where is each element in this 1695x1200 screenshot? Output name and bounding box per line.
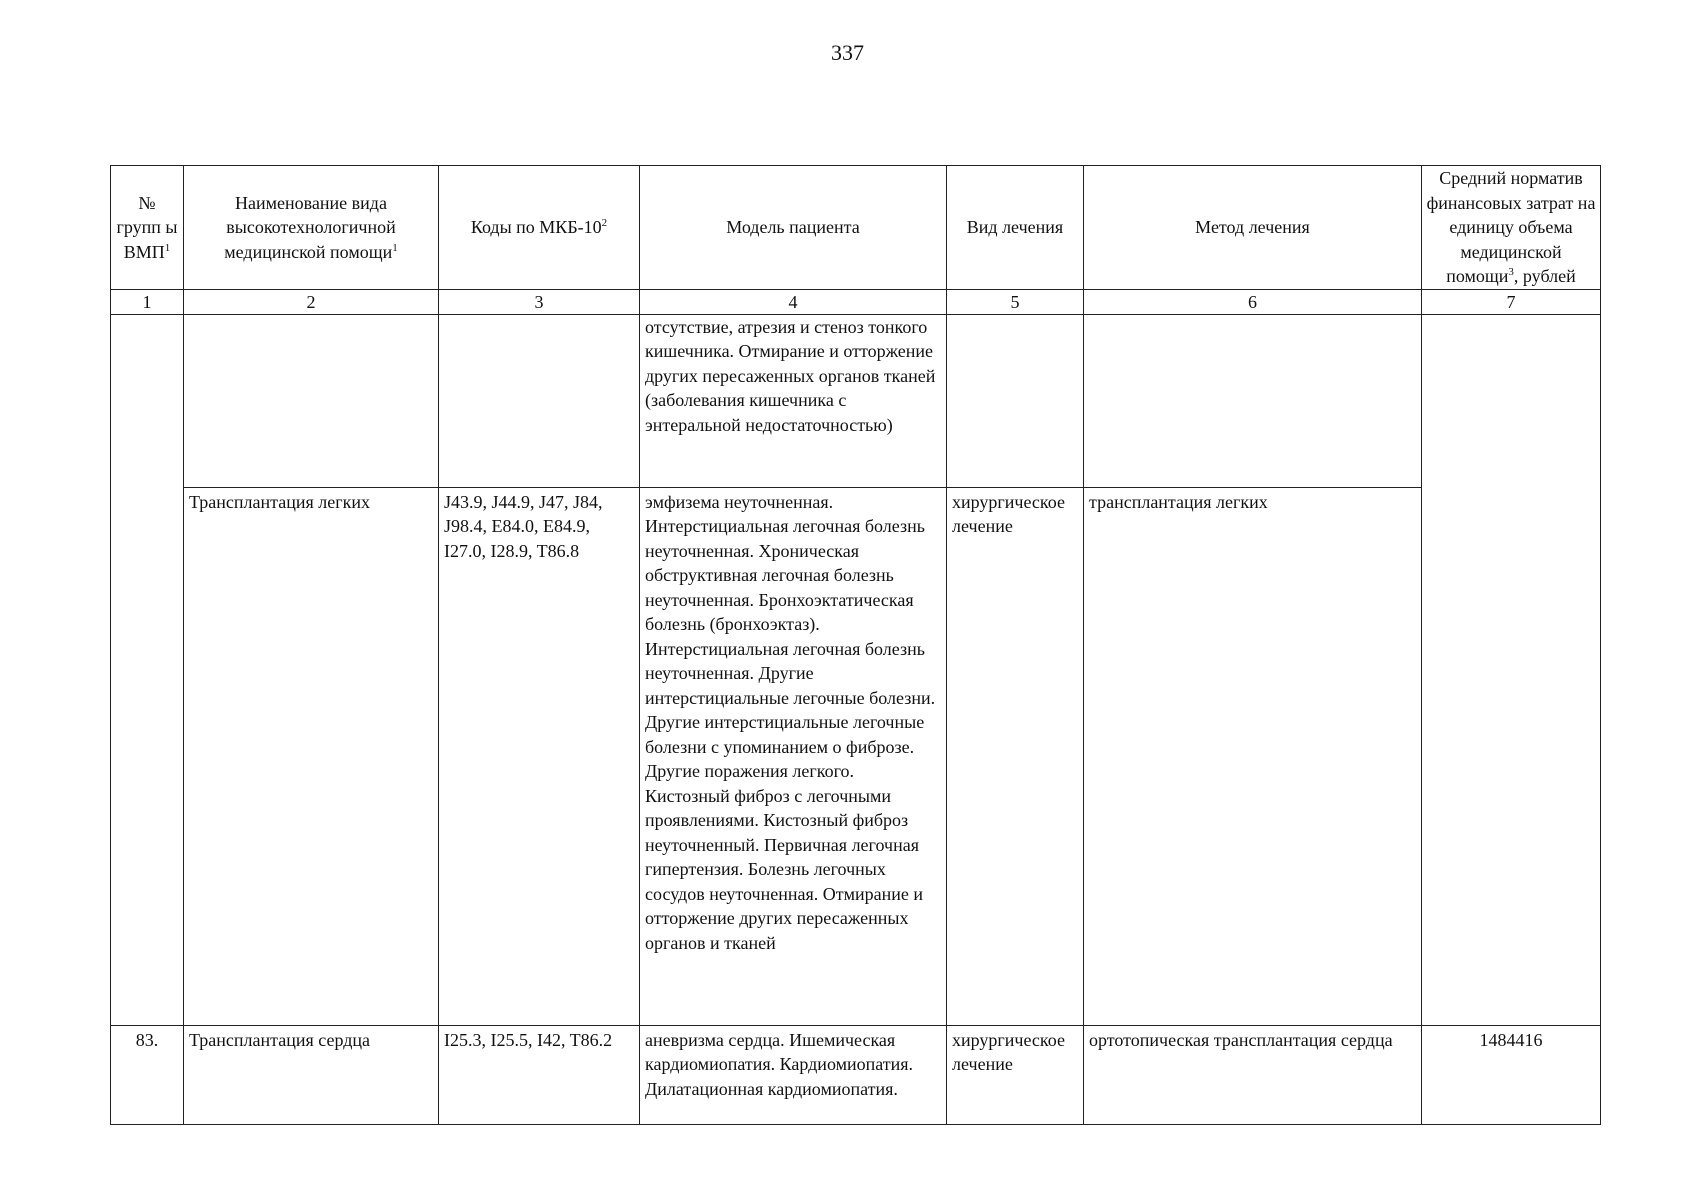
header-icd10-codes: Коды по МКБ-$10^2$ <box>439 166 640 290</box>
header-patient-model: Модель пациента <box>640 166 947 290</box>
column-number: 7 <box>1422 289 1601 314</box>
header-care-type-name: Наименование вида высокотехнологичной медицинской помощи$^1$ <box>184 166 439 290</box>
table-row <box>111 1025 1601 1124</box>
medical-care-table <box>110 165 1601 1125</box>
column-number: 4 <box>640 289 947 314</box>
page-number: 337 <box>831 40 864 65</box>
column-number: 5 <box>947 289 1084 314</box>
icd-codes-cell: J43.9, J44.9, J47, J84, J98.4, E84.0, E84.9, I27.0, I28.9, T86.8 <box>439 487 640 1025</box>
icd-codes-cell <box>439 314 640 487</box>
treatment-method-cell: трансплантация легких <box>1084 487 1422 1025</box>
group-number-cell <box>111 314 184 487</box>
treatment-method-cell <box>1084 314 1422 487</box>
treatment-method-cell: ортотопическая трансплантация сердца <box>1084 1025 1422 1124</box>
group-number-cell: 83. <box>111 1025 184 1124</box>
column-number: 3 <box>439 289 640 314</box>
header-group-number: № групп ы ВМП$^1$ <box>111 166 184 290</box>
group-number-cell <box>111 487 184 1025</box>
treatment-type-cell: хирургическое лечение <box>947 487 1084 1025</box>
patient-model-cell: аневризма сердца. Ишемическая кардиомиопатия. Кардиомиопатия. Дилатационная кардиомиопатия. <box>640 1025 947 1124</box>
header-treatment-type: Вид лечения <box>947 166 1084 290</box>
patient-model-cell: отсутствие, атрезия и стеноз тонкого кишечника. Отмирание и отторжение других пересаженных органов тканей (заболевания кишечника с энтеральной недостаточностью) <box>640 314 947 487</box>
treatment-type-cell <box>947 314 1084 487</box>
column-number-row <box>111 289 1601 314</box>
column-number: 6 <box>1084 289 1422 314</box>
table-row <box>111 314 1601 487</box>
column-number: 2 <box>184 289 439 314</box>
header-treatment-method: Метод лечения <box>1084 166 1422 290</box>
cost-cell <box>1422 487 1601 1025</box>
header-average-cost: Средний норматив финансовых затрат на единицу объема медицинской помощи$^3$, рублей <box>1422 166 1601 290</box>
cost-cell <box>1422 314 1601 487</box>
treatment-type-cell: хирургическое лечение <box>947 1025 1084 1124</box>
care-type-cell: Трансплантация легких <box>184 487 439 1025</box>
column-number: 1 <box>111 289 184 314</box>
table-row <box>111 487 1601 1025</box>
care-type-cell: Трансплантация сердца <box>184 1025 439 1124</box>
patient-model-cell: эмфизема неуточненная. Интерстициальная легочная болезнь неуточненная. Хроническая обструктивная легочная болезнь неуточненная. Бронхоэктатическая болезнь (бронхоэктаз). Интерстициальная легочная болезнь неуточненная. Другие интерстициальные легочные болезни. Другие интерстициальные легочные болезни с упоминанием о фиброзе. Другие поражения легкого. Кистозный фиброз с легочными проявлениями. Кистозный фиброз неуточненный. Первичная легочная гипертензия. Болезнь легочных сосудов неуточненная. Отмирание и отторжение других пересаженных органов и тканей <box>640 487 947 1025</box>
icd-codes-cell: I25.3, I25.5, I42, T86.2 <box>439 1025 640 1124</box>
care-type-cell <box>184 314 439 487</box>
cost-cell: 1484416 <box>1422 1025 1601 1124</box>
header-row <box>111 166 1601 290</box>
